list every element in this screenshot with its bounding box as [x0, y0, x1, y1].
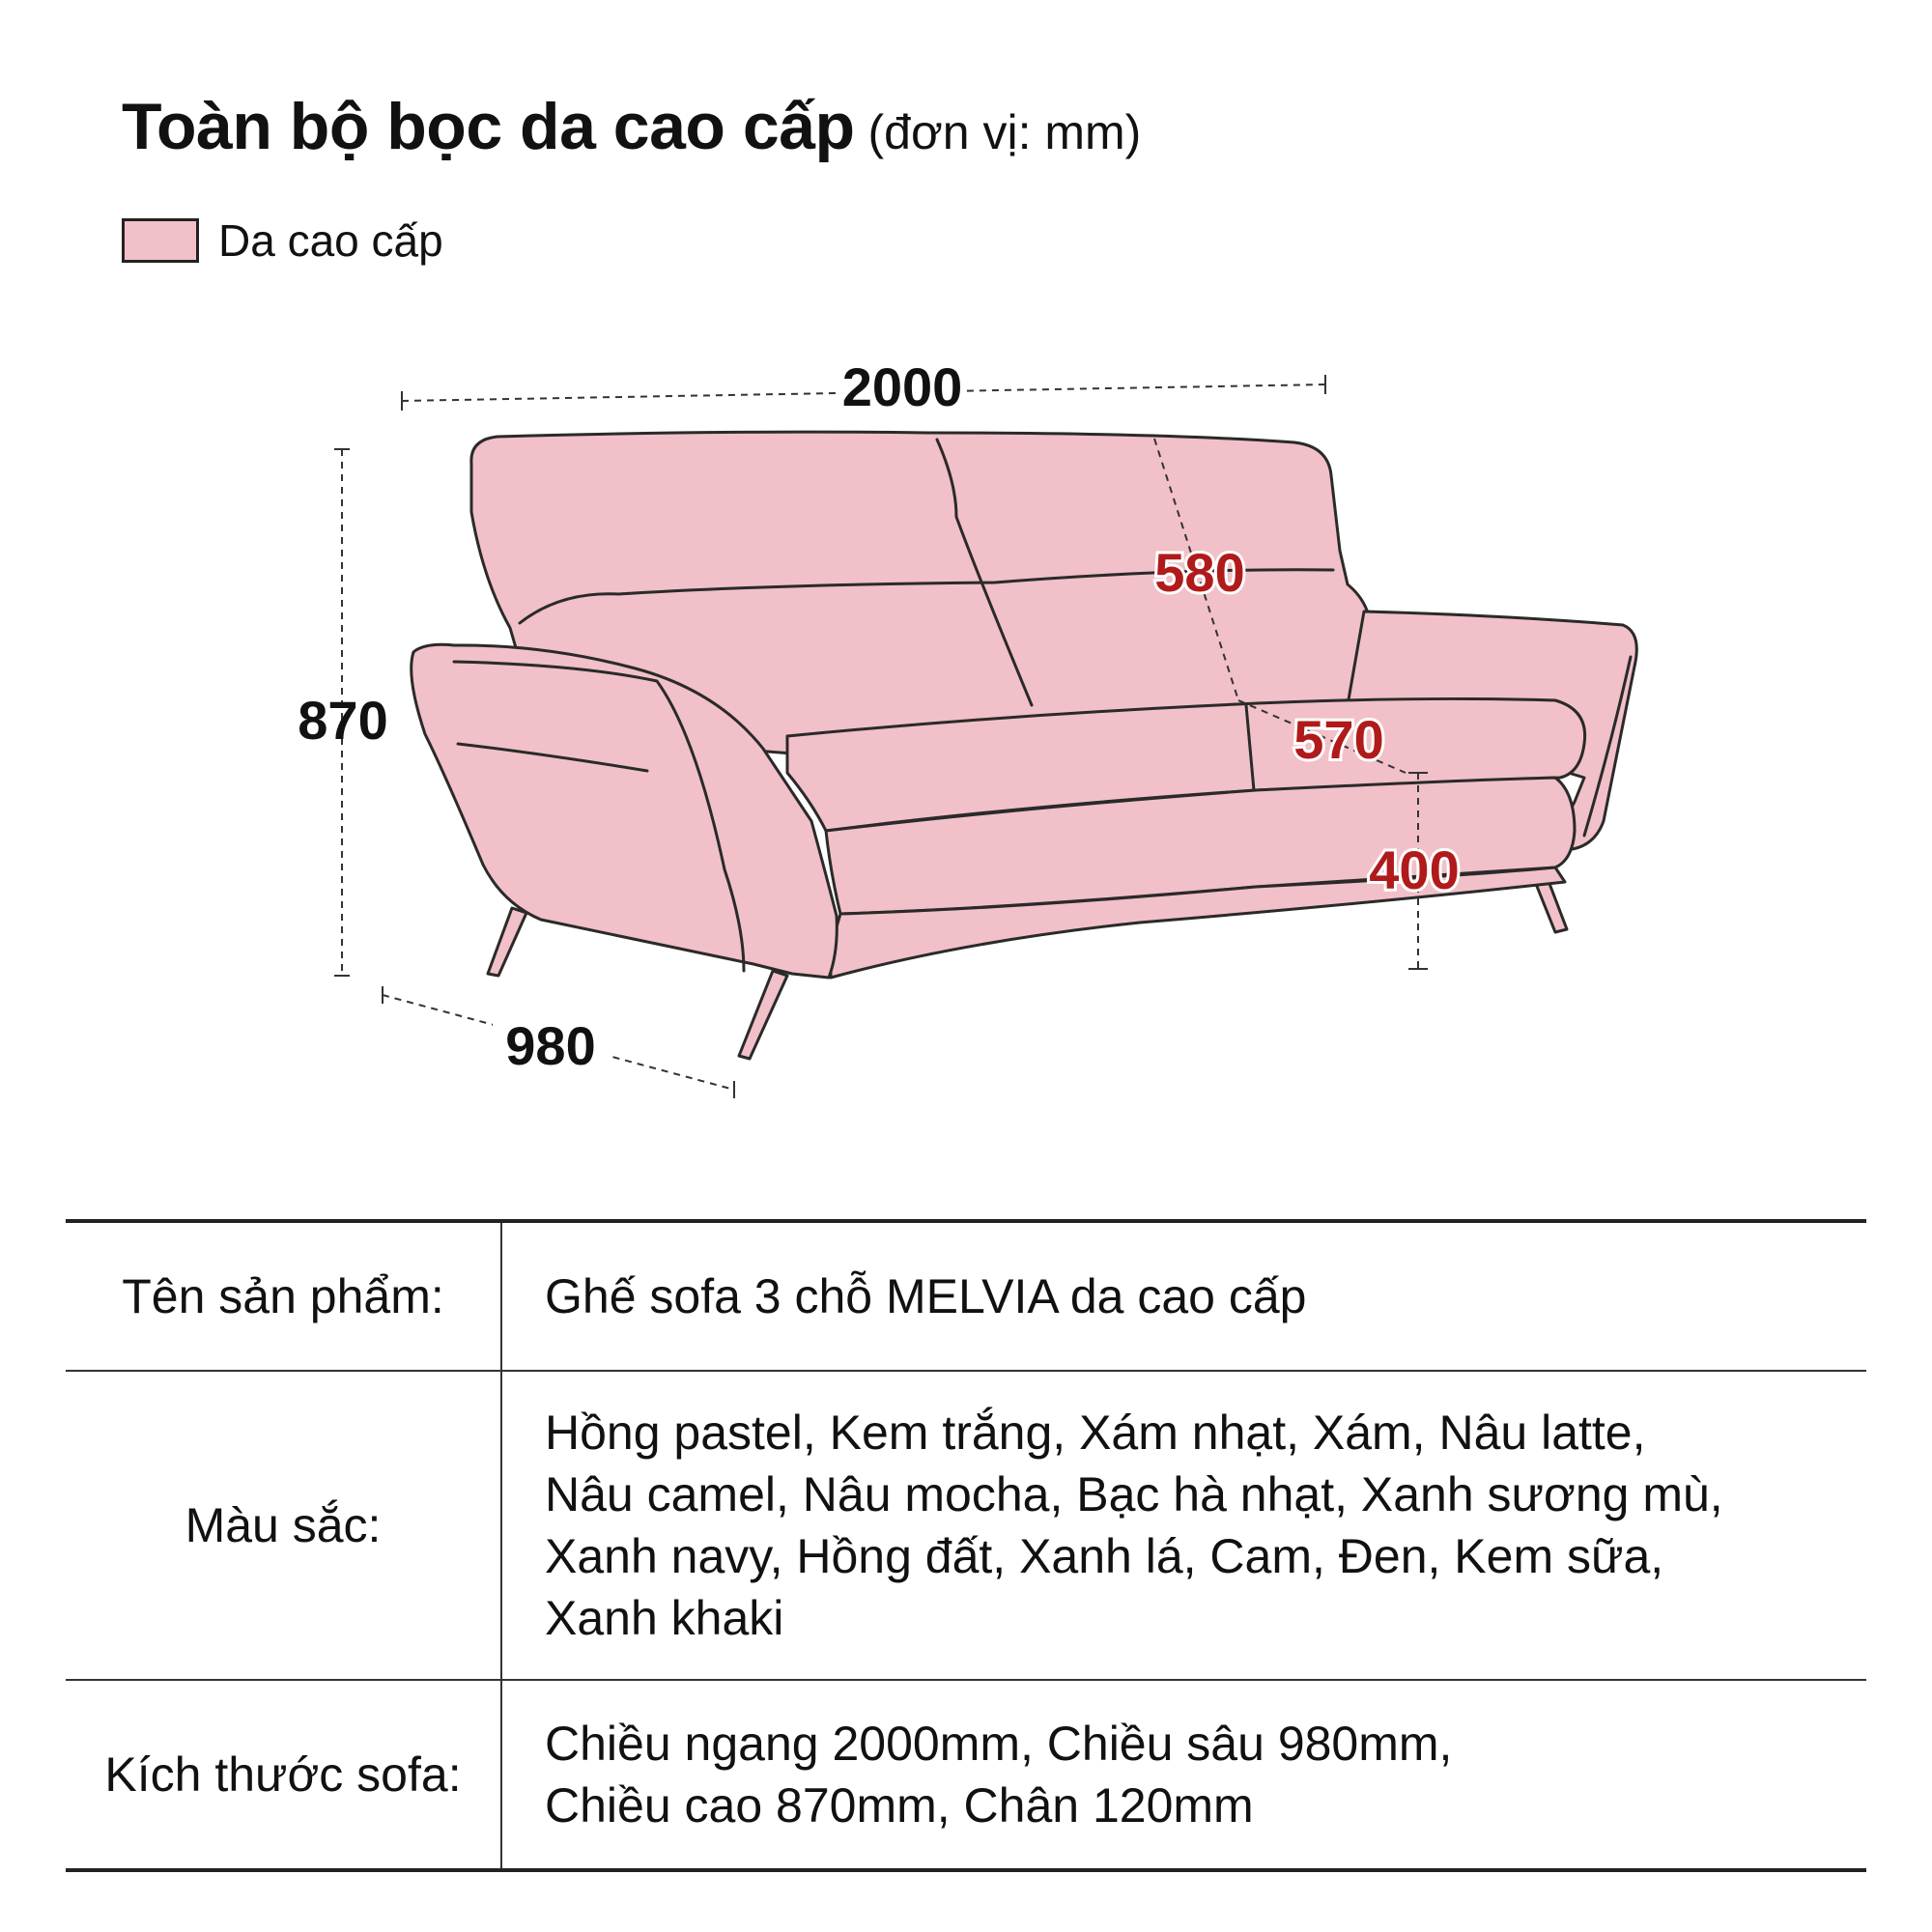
legend-label: Da cao cấp	[218, 215, 443, 266]
sofa-leg-front	[739, 971, 787, 1059]
dim-label-height: 870	[298, 690, 388, 751]
spec-row-colors	[66, 1371, 1866, 1680]
page-title: Toàn bộ bọc da cao cấp	[122, 90, 855, 163]
spec-label-colors: Màu sắc:	[66, 1371, 501, 1680]
spec-row-size	[66, 1680, 1866, 1870]
spec-value-name: Ghế sofa 3 chỗ MELVIA da cao cấp	[545, 1269, 1307, 1323]
spec-value-colors	[501, 1371, 1866, 1680]
sofa-leg-right	[1536, 881, 1567, 932]
color-line: Xanh khaki	[545, 1591, 784, 1645]
spec-label-size: Kích thước sofa:	[66, 1680, 501, 1870]
unit-note: (đơn vị: mm)	[867, 105, 1142, 159]
color-line: Nâu camel, Nâu mocha, Bạc hà nhạt, Xanh sương mù,	[545, 1467, 1723, 1521]
color-line: Xanh navy, Hồng đất, Xanh lá, Cam, Đen, Kem sữa,	[545, 1529, 1664, 1583]
dim-label-seat-depth: 570	[1293, 709, 1384, 770]
size-line: Chiều cao 870mm, Chân 120mm	[545, 1778, 1254, 1833]
color-line: Hồng pastel, Kem trắng, Xám nhạt, Xám, Nâu latte,	[545, 1406, 1646, 1460]
dim-label-depth: 980	[505, 1015, 596, 1076]
spec-row-name	[66, 1221, 1866, 1371]
dim-label-width: 2000	[841, 356, 963, 417]
dim-label-backrest: 580	[1154, 542, 1245, 603]
sofa-leg-back-left	[488, 908, 526, 976]
size-line: Chiều ngang 2000mm, Chiều sâu 980mm,	[545, 1717, 1453, 1771]
dim-label-seat-height: 400	[1369, 839, 1460, 900]
spec-value-size	[501, 1680, 1866, 1870]
spec-label-name: Tên sản phẩm:	[66, 1221, 501, 1371]
spec-table	[66, 1219, 1866, 1872]
